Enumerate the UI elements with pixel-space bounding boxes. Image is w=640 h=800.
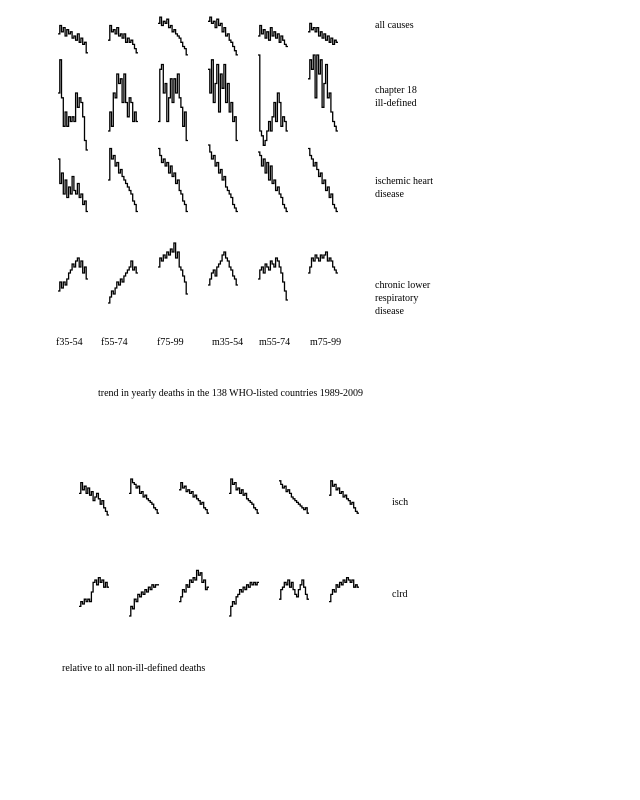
sparkline-m55-74 — [258, 26, 288, 47]
sparkline-f55-74 — [108, 261, 138, 303]
chart-relative-deaths — [62, 479, 408, 674]
sparkline-m35-54 — [208, 145, 238, 212]
column-label: m55-74 — [259, 337, 291, 348]
sparkline-m35-54 — [229, 582, 259, 616]
sparkline-f75-99 — [158, 65, 188, 141]
chart-title: trend in yearly deaths in the 138 WHO-listed countries 1989-2009 — [98, 388, 364, 399]
sparkline-m35-54 — [208, 60, 238, 141]
sparkline-m55-74 — [279, 580, 309, 599]
column-label: f75-99 — [157, 337, 184, 348]
column-label: f55-74 — [101, 337, 128, 348]
row-label: ischemic heart disease — [375, 176, 434, 200]
row-label: all causes — [375, 20, 414, 31]
sparkline-f75-99 — [158, 149, 188, 212]
sparkline-f55-74 — [129, 479, 159, 513]
row-3 — [58, 145, 433, 212]
row-isch — [79, 479, 408, 515]
sparkline-f35-54 — [79, 578, 109, 607]
chart-title: relative to all non-ill-defined deaths — [62, 663, 206, 674]
sparkline-m75-99 — [308, 252, 338, 273]
row-2 — [58, 55, 417, 150]
row-label: isch — [392, 497, 409, 508]
column-label: f35-54 — [56, 337, 83, 348]
sparkline-m35-54 — [208, 17, 238, 55]
sparkline-f75-99 — [158, 17, 188, 55]
sparkline-f35-54 — [58, 258, 88, 291]
sparkline-f35-54 — [58, 60, 88, 150]
sparkline-m55-74 — [258, 152, 288, 212]
sparkline-f75-99 — [158, 243, 188, 294]
column-label: m75-99 — [310, 337, 342, 348]
row-1 — [58, 17, 414, 55]
sparkline-m55-74 — [258, 55, 288, 145]
sparkline-m35-54 — [208, 252, 238, 285]
row-label: clrd — [392, 589, 408, 600]
sparkline-m55-74 — [279, 481, 309, 513]
sparkline-f35-54 — [58, 26, 88, 53]
sparkline-m75-99 — [329, 481, 359, 513]
sparkline-m75-99 — [308, 55, 338, 131]
sparkline-m55-74 — [258, 258, 288, 300]
sparkline-m75-99 — [308, 23, 338, 44]
sparkline-f75-99 — [179, 570, 209, 601]
column-label: m35-54 — [212, 337, 244, 348]
row-label: chapter 18 ill-defined — [375, 85, 417, 109]
sparkline-f55-74 — [108, 26, 138, 53]
sparkline-m35-54 — [229, 479, 259, 513]
row-4 — [58, 243, 431, 317]
sparkline-f55-74 — [108, 74, 138, 131]
row-clrd — [79, 570, 408, 616]
sparkline-m75-99 — [308, 149, 338, 212]
sparkline-m75-99 — [329, 578, 359, 602]
sparkline-f35-54 — [79, 483, 109, 515]
sparkline-f35-54 — [58, 159, 88, 212]
sparkline-f55-74 — [129, 585, 159, 616]
sparkline-f75-99 — [179, 483, 209, 514]
chart-absolute-deaths — [56, 17, 433, 399]
sparkline-f55-74 — [108, 149, 138, 212]
row-label: chronic lower respiratory disease — [375, 280, 431, 317]
